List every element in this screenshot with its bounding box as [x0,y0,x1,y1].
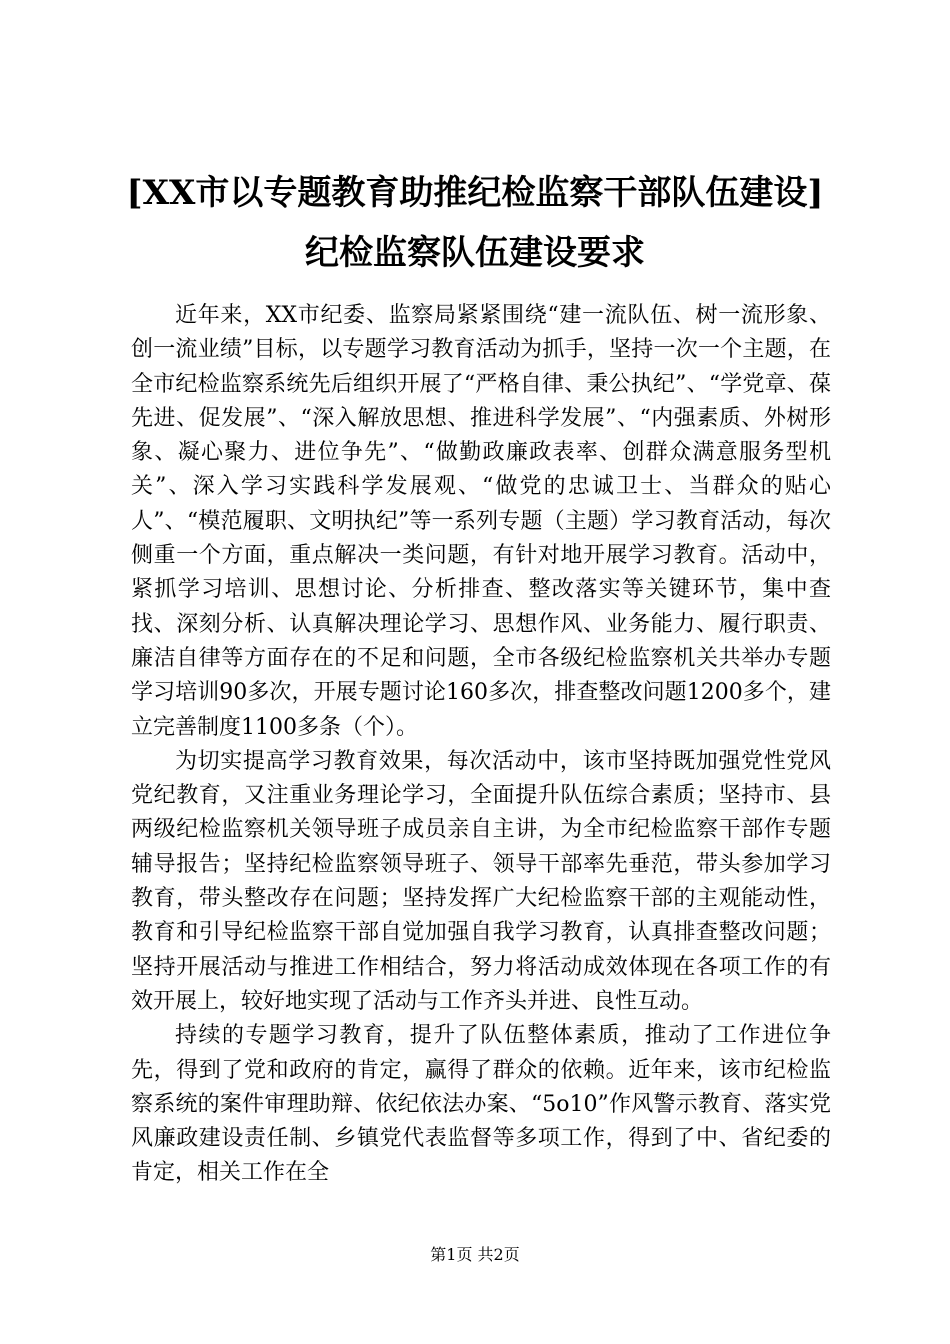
paragraph-3: 持续的专题学习教育，提升了队伍整体素质，推动了工作进位争先，得到了党和政府的肯定，赢得了群众的依赖。近年来，该市纪检监察系统的案件审理助辩、依纪依法办案、“5o10”作风警示教育、落实党风廉政建设责任制、乡镇党代表监督等多项工作，得到了中、省纪委的肯定，相关工作在全 [131,1023,831,1186]
document-title: [XX市以专题教育助推纪检监察干部队伍建设]纪检监察队伍建设要求 [126,173,824,273]
page-footer [0,1242,950,1265]
document-body [131,299,831,1191]
page-number: 第1页 共2页 [430,1245,520,1264]
paragraph-1: 近年来，XX市纪委、监察局紧紧围绕“建一流队伍、树一流形象、创一流业绩”目标，以专题学习教育活动为抓手，坚持一次一个主题，在全市纪检监察系统先后组织开展了“严格自律、秉公执纪”、“学党章、葆先进、促发展”、“深入解放思想、推进科学发展”、“内强素质、外树形象、凝心聚力、进位争先”、“做勤政廉政表率、创群众满意服务型机关”、深入学习实践科学发展观、“做党的忠诚卫士、当群众的贴心人”、“模范履职、文明执纪”等一系列专题（主题）学习教育活动，每次侧重一个方面，重点解决一类问题，有针对地开展学习教育。活动中，紧抓学习培训、思想讨论、分析排查、整改落实等关键环节，集中查找、深刻分析、认真解决理论学习、思想作风、业务能力、履行职责、廉洁自律等方面存在的不足和问题，全市各级纪检监察机关共举办专题学习培训90多次，开展专题讨论160多次，排查整改问题1200多个，建立完善制度1100多条（个）。 [131,303,831,740]
paragraph-2: 为切实提高学习教育效果，每次活动中，该市坚持既加强党性党风党纪教育，又注重业务理论学习，全面提升队伍综合素质；坚持市、县两级纪检监察机关领导班子成员亲自主讲，为全市纪检监察干部作专题辅导报告；坚持纪检监察领导班子、领导干部率先垂范，带头参加学习教育，带头整改存在问题；坚持发挥广大纪检监察干部的主观能动性，教育和引导纪检监察干部自觉加强自我学习教育，认真排查整改问题；坚持开展活动与推进工作相结合，努力将活动成效体现在各项工作的有效开展上，较好地实现了活动与工作齐头并进、良性互动。 [131,748,831,1014]
